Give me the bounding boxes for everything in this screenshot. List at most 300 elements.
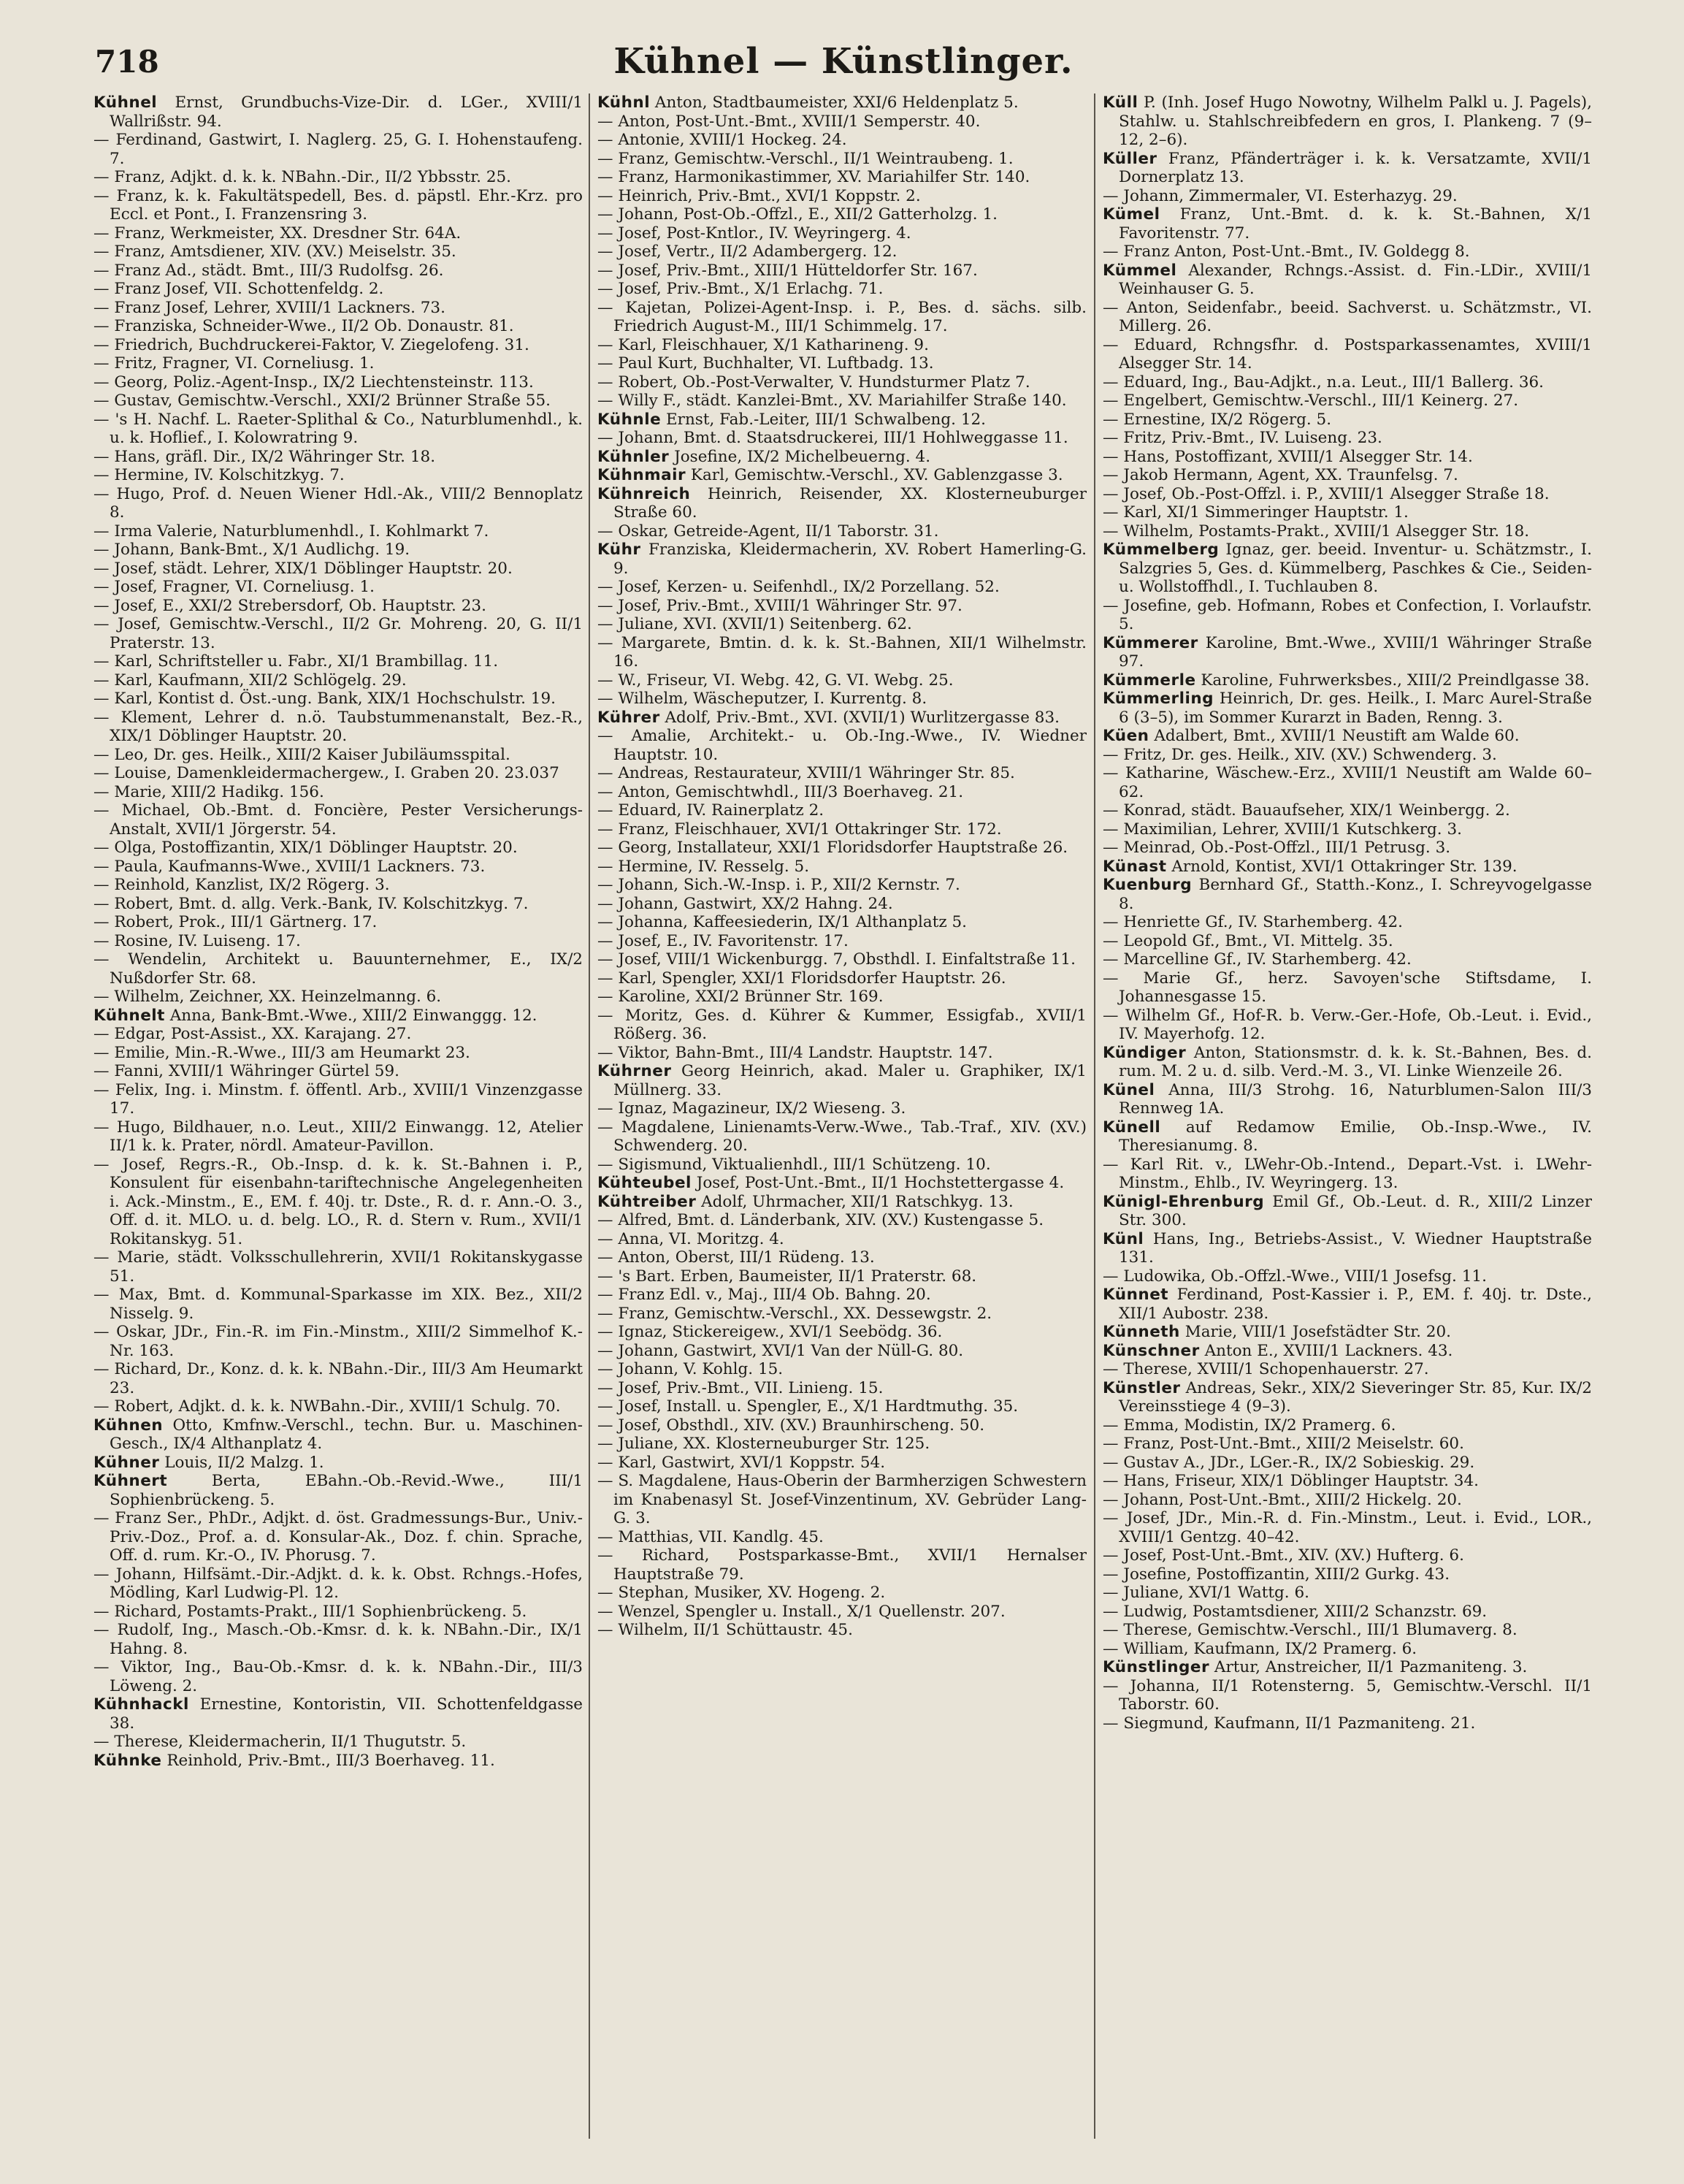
entry-details: auf Redamow Emilie, Ob.-Insp.-Wwe., IV. Theresianumg. 8. [1119,1118,1592,1155]
entry-details: — Olga, Postoffizantin, XIX/1 Döblinger Hauptstr. 20. [93,839,518,857]
entry-details: Anton, Stadtbaumeister, XXI/6 Heldenplatz 5. [650,93,1019,112]
entry-surname: Kührner [597,1062,672,1080]
entry-surname: Kühnke [93,1751,162,1770]
entry-details: — Josef, E., IV. Favoritenstr. 17. [597,931,849,950]
directory-entry [1103,261,1592,299]
directory-entry [93,541,583,560]
directory-entry [597,1603,1087,1622]
directory-entry [597,1230,1087,1249]
entry-details: Bernhard Gf., Statth.-Konz., I. Schreyvogelgasse 8. [1119,876,1592,913]
directory-entry [597,1062,1087,1099]
entry-details: — Franz, Adjkt. d. k. k. NBahn.-Dir., II/2 Ybbsstr. 25. [93,168,512,186]
entry-details: — Robert, Ob.-Post-Verwalter, V. Hundsturmer Platz 7. [597,373,1030,392]
entry-details: — Johann, V. Kohlg. 15. [597,1360,784,1378]
entry-surname: Kühnelt [93,1006,165,1025]
directory-entry [1103,1565,1592,1584]
directory-entry [93,317,583,336]
directory-entry [93,392,583,411]
entry-details: — Reinhold, Kanzlist, IX/2 Rögerg. 3. [93,876,390,894]
directory-entry [597,801,1087,820]
entry-details: — Johann, Bmt. d. Staatsdruckerei, III/1 Hohlweggasse 11. [597,429,1068,447]
directory-entry [597,205,1087,224]
entry-details: — Hans, Friseur, XIX/1 Döblinger Hauptstr. 34. [1103,1472,1479,1490]
entry-surname: Künell [1103,1118,1161,1137]
column-divider [1094,93,1095,2139]
directory-entry [93,1156,583,1249]
column-2 [597,93,1087,2146]
directory-entry [597,522,1087,541]
directory-entry [597,1342,1087,1361]
directory-entry [93,615,583,652]
directory-entry [597,820,1087,839]
entry-details: — Engelbert, Gemischtw.-Verschl., III/1 Keinerg. 27. [1103,392,1519,410]
entry-details: — Karl, Gastwirt, XVI/1 Koppstr. 54. [597,1453,886,1472]
directory-entry [93,876,583,895]
entry-details: — Karl Rit. v., LWehr-Ob.-Intend., Depart.-Vst. i. LWehr-Minstm., Ehlb., IV. Weyringerg. 13. [1103,1155,1592,1192]
entry-surname: Kühner [93,1453,160,1472]
directory-entry [1103,1323,1592,1342]
entry-details: Anna, III/3 Strohg. 16, Naturblumen-Salon III/3 Rennweg 1A. [1119,1080,1592,1118]
directory-entry [93,448,583,467]
entry-details: — Franz, Fleischhauer, XVI/1 Ottakringer Str. 172. [597,820,1002,839]
entry-details: — Wendelin, Architekt u. Bauunternehmer, E., IX/2 Nußdorfer Str. 68. [93,950,583,988]
entry-details: — Magdalene, Linienamts-Verw.-Wwe., Tab.-Traf., XIV. (XV.) Schwenderg. 20. [597,1118,1087,1155]
entry-details: — W., Friseur, VI. Webg. 42, G. VI. Webg. 25. [597,671,954,690]
entry-details: — Hans, Postoffizant, XVIII/1 Alsegger Str. 14. [1103,447,1473,466]
directory-entry [1103,876,1592,913]
entry-details: — Matthias, VII. Kandlg. 45. [597,1527,824,1546]
entry-details: — Leopold Gf., Bmt., VI. Mittelg. 35. [1103,931,1393,950]
entry-details: — Rosine, IV. Luiseng. 17. [93,931,301,950]
directory-entry [93,1658,583,1695]
directory-entry [1103,1640,1592,1659]
entry-details: Josef, Post-Unt.-Bmt., II/1 Hochstettergasse 4. [691,1174,1065,1192]
directory-entry [1103,1156,1592,1193]
entry-details: — Ignaz, Magazineur, IX/2 Wieseng. 3. [597,1099,906,1118]
directory-entry [1103,299,1592,336]
entry-details: — Josef, Post-Unt.-Bmt., XIV. (XV.) Hufterg. 6. [1103,1546,1464,1565]
entry-surname: Kühnler [597,447,670,466]
entry-details: — Fritz, Priv.-Bmt., IV. Luiseng. 23. [1103,429,1382,447]
entry-details: — Marie, städt. Volksschullehrerin, XVII/1 Rokitanskygasse 51. [93,1248,583,1286]
entry-details: — Johann, Zimmermaler, VI. Esterhazyg. 29. [1103,186,1458,205]
directory-entry [597,485,1087,522]
directory-entry [93,1081,583,1118]
entry-details: — Robert, Prok., III/1 Gärtnerg. 17. [93,913,378,931]
entry-details: — Franz Josef, Lehrer, XVIII/1 Lackners. 73. [93,298,445,317]
directory-entry [597,950,1087,969]
entry-details: P. (Inh. Josef Hugo Nowotny, Wilhelm Palkl u. J. Pagels), Stahlw. u. Stahlschreibfedern en gros, I. Plankeng. 7 (9–12, 2–6). [1119,93,1592,149]
entry-details: — Hugo, Bildhauer, n.o. Leut., XIII/2 Einwangg. 12, Atelier II/1 k. k. Prater, nördl. Amateur-Pavillon. [93,1118,583,1155]
entry-details: Berta, EBahn.-Ob.-Revid.-Wwe., III/1 Sophienbrückeng. 5. [110,1472,583,1509]
directory-entry [93,1621,583,1658]
directory-entry [1103,1230,1592,1267]
entry-details: Otto, Kmfnw.-Verschl., techn. Bur. u. Maschinen-Gesch., IX/4 Althanplatz 4. [110,1416,583,1453]
entry-details: — Josef, Priv.-Bmt., X/1 Erlachg. 71. [597,280,884,298]
entry-surname: Küll [1103,93,1138,112]
directory-entry [1103,950,1592,969]
entry-details: — Hermine, IV. Kolschitzkyg. 7. [93,466,345,484]
directory-entry [93,764,583,783]
entry-details: — Wilhelm, Zeichner, XX. Heinzelmanng. 6. [93,988,442,1006]
directory-entry [597,336,1087,355]
entry-surname: Kührer [597,708,660,727]
directory-entry [93,1025,583,1044]
directory-entry [93,131,583,168]
directory-entry [1103,764,1592,801]
entry-details: — Oskar, Getreide-Agent, II/1 Taborstr. 31. [597,522,939,541]
directory-entry [597,1379,1087,1398]
directory-entry [1103,839,1592,858]
directory-entry [597,373,1087,392]
directory-entry [1103,1342,1592,1361]
entry-details: Louis, II/2 Malzg. 1. [159,1453,324,1472]
directory-entry [93,93,583,131]
entry-details: — Viktor, Bahn-Bmt., III/4 Landstr. Hauptstr. 147. [597,1043,993,1062]
directory-entry [597,448,1087,467]
entry-details: — Ludwig, Postamtsdiener, XIII/2 Schanzstr. 69. [1103,1602,1488,1621]
directory-entry [93,578,583,597]
directory-entry [1103,671,1592,690]
directory-entry [597,1099,1087,1118]
entry-details: — Franz, Gemischtw.-Verschl., XX. Dessewgstr. 2. [597,1304,992,1323]
entry-details: — Louise, Damenkleidermachergew., I. Graben 20. 23.037 [93,764,559,782]
directory-entry [93,280,583,299]
directory-entry [93,522,583,541]
directory-entry [597,1546,1087,1584]
directory-entry [1103,746,1592,765]
entry-details: — Marcelline Gf., IV. Starhemberg. 42. [1103,950,1412,969]
entry-details: Andreas, Sekr., XIX/2 Sieveringer Str. 85, Kur. IX/2 Vereinsstiege 4 (9–3). [1119,1378,1592,1416]
entry-details: — Max, Bmt. d. Kommunal-Sparkasse im XIX. Bez., XII/2 Nisselg. 9. [93,1286,583,1323]
directory-entry [93,690,583,709]
directory-entry [1103,93,1592,150]
entry-details: — Wilhelm, II/1 Schüttaustr. 45. [597,1621,853,1639]
entry-details: — Josef, Priv.-Bmt., XVIII/1 Währinger Str. 97. [597,596,962,615]
entry-details: — Hermine, IV. Resselg. 5. [597,857,810,876]
entry-surname: Kuenburg [1103,876,1193,894]
entry-details: — Fritz, Dr. ges. Heilk., XIV. (XV.) Schwenderg. 3. [1103,745,1497,764]
directory-entry [597,1435,1087,1454]
entry-details: Alexander, Rchngs.-Assist. d. Fin.-LDir., XVIII/1 Weinhauser G. 5. [1119,261,1592,298]
entry-details: Adalbert, Bmt., XVIII/1 Neustift am Walde 60. [1149,727,1520,745]
entry-details: — Karl, Fleischhauer, X/1 Katharineng. 9. [597,335,929,354]
directory-entry [1103,150,1592,187]
entry-details: Ferdinand, Post-Kassier i. P., EM. f. 40j. tr. Dste., XII/1 Aubostr. 238. [1119,1286,1592,1323]
entry-details: — Franziska, Schneider-Wwe., II/2 Ob. Donaustr. 81. [93,317,514,335]
entry-details: Anton E., XVIII/1 Lackners. 43. [1199,1341,1453,1360]
directory-entry [1103,1416,1592,1435]
entry-surname: Kühtreiber [597,1192,697,1211]
directory-entry [1103,485,1592,504]
entry-details: Karoline, Bmt.-Wwe., XVIII/1 Währinger Straße 97. [1119,633,1592,671]
entry-details: — Anna, VI. Moritzg. 4. [597,1229,784,1248]
entry-details: — Moritz, Ges. d. Kührer & Kummer, Essigfab., XVII/1 Rößerg. 36. [597,1006,1087,1043]
directory-entry [597,1416,1087,1435]
directory-entry [1103,597,1592,634]
directory-entry [93,746,583,765]
entry-details: — Kajetan, Polizei-Agent-Insp. i. P., Bes. d. sächs. silb. Friedrich August-M., III/1 Schimmelg. 17. [597,298,1087,335]
entry-details: Georg Heinrich, akad. Maler u. Graphiker, IX/1 Müllnerg. 33. [613,1062,1087,1099]
directory-entry [1103,1677,1592,1714]
directory-entry [1103,1714,1592,1733]
directory-entry [597,615,1087,634]
directory-entry [597,932,1087,951]
directory-entry [597,354,1087,373]
entry-details: — Karl, XI/1 Simmeringer Hauptstr. 1. [1103,503,1409,522]
entry-details: — Hans, gräfl. Dir., IX/2 Währinger Str. 18. [93,447,436,466]
entry-details: — Josef, Priv.-Bmt., VII. Linieng. 15. [597,1378,884,1397]
entry-details: — Franz Edl. v., Maj., III/4 Ob. Bahng. 20. [597,1286,931,1304]
entry-details: — Georg, Installateur, XXI/1 Floridsdorfer Hauptstraße 26. [597,839,1068,857]
entry-surname: Künstler [1103,1378,1181,1397]
directory-entry [1103,1472,1592,1491]
entry-details: Arnold, Kontist, XVI/1 Ottakringer Str. 139. [1166,857,1517,876]
entry-details: — Heinrich, Priv.-Bmt., XVI/1 Koppstr. 2. [597,186,921,205]
entry-details: — Johann, Bank-Bmt., X/1 Audlichg. 19. [93,541,410,559]
entry-details: — Johann, Gastwirt, XX/2 Hahng. 24. [597,894,893,913]
directory-entry [597,466,1087,485]
directory-entry [1103,205,1592,243]
entry-details: — Richard, Postamts-Prakt., III/1 Sophienbrückeng. 5. [93,1602,527,1621]
directory-entry [597,168,1087,187]
directory-entry [93,1416,583,1454]
directory-entry [1103,727,1592,746]
entry-details: — Marie Gf., herz. Savoyen'sche Stiftsdame, I. Johannesgasse 15. [1103,969,1592,1006]
entry-details: — Emma, Modistin, IX/2 Pramerg. 6. [1103,1416,1396,1435]
directory-entry [1103,1044,1592,1081]
directory-entry [597,1323,1087,1342]
directory-entry [93,839,583,858]
entry-details: — Josefine, geb. Hofmann, Robes et Confection, I. Vorlaufstr. 5. [1103,596,1592,633]
directory-entry [93,373,583,392]
directory-entry [93,1454,583,1473]
directory-entry [93,336,583,355]
entry-details: — Georg, Poliz.-Agent-Insp., IX/2 Liechtensteinstr. 113. [93,373,534,392]
entry-details: Marie, VIII/1 Josefstädter Str. 20. [1179,1323,1452,1341]
entry-details: — Franz Ad., städt. Bmt., III/3 Rudolfsg. 26. [93,261,444,280]
entry-details: — Josef, städt. Lehrer, XIX/1 Döblinger Hauptstr. 20. [93,559,513,578]
entry-details: — Stephan, Musiker, XV. Hogeng. 2. [597,1584,886,1602]
directory-entry [1103,503,1592,522]
directory-entry [1103,1491,1592,1510]
entry-details: — Juliane, XX. Klosterneuburger Str. 125. [597,1435,930,1453]
entry-details: Ernst, Grundbuchs-Vize-Dir. d. LGer., XVIII/1 Wallrißstr. 94. [110,93,583,131]
directory-entry [93,1565,583,1603]
entry-details: — Eduard, IV. Rainerplatz 2. [597,801,824,820]
entry-details: — Robert, Bmt. d. allg. Verk.-Bank, IV. Kolschitzkyg. 7. [93,894,529,913]
directory-entry [93,1360,583,1397]
entry-details: Adolf, Uhrmacher, XII/1 Ratschkyg. 13. [696,1192,1014,1211]
entry-details: — Amalie, Architekt.- u. Ob.-Ing.-Wwe., IV. Wiedner Hauptstr. 10. [597,727,1087,764]
entry-details: — Franz, Harmonikastimmer, XV. Mariahilfer Str. 140. [597,168,1030,186]
directory-entry [93,354,583,373]
entry-surname: Künl [1103,1229,1144,1248]
entry-details: — Josef, Fragner, VI. Corneliusg. 1. [93,578,375,596]
directory-entry [597,1305,1087,1324]
directory-entry [93,560,583,579]
directory-entry [93,1248,583,1286]
directory-entry [597,988,1087,1007]
directory-entry [597,112,1087,131]
entry-details: — Wenzel, Spengler u. Install., X/1 Quellenstr. 207. [597,1602,1006,1621]
entry-surname: Kühteubel [597,1174,692,1192]
directory-entry [597,1454,1087,1473]
directory-entry [597,131,1087,150]
directory-entry [597,93,1087,112]
directory-entry [597,876,1087,895]
entry-surname: Kühnel [93,93,158,112]
entry-surname: Kühnreich [597,484,691,503]
directory-entry [597,150,1087,169]
column-3 [1103,93,1592,2146]
entry-details: — Ludowika, Ob.-Offzl.-Wwe., VIII/1 Josefsg. 11. [1103,1267,1487,1286]
entry-details: — Klement, Lehrer d. n.ö. Taubstummenanstalt, Bez.-R., XIX/1 Döblinger Hauptstr. 20. [93,708,583,745]
entry-details: — Josef, Regrs.-R., Ob.-Insp. d. k. k. St.-Bahnen i. P., Konsulent für eisenbahn-tariftechnische Angelegenheiten i. Ack.-Minstm., E., EM. f. 40j. tr. Dste., R. d. r. Ann.-O. 3., Off. d. it. MLO. u. d. belg. LO., R. d. Stern v. Rum., XVII/1 Rokitanskyg. 51. [93,1155,583,1248]
directory-entry [93,932,583,951]
entry-details: — Maximilian, Lehrer, XVIII/1 Kutschkerg. 3. [1103,820,1462,839]
directory-entry [93,1733,583,1752]
directory-entry [93,411,583,448]
entry-details: — Gustav A., JDr., LGer.-R., IX/2 Sobieskig. 29. [1103,1453,1475,1472]
entry-surname: Kühnmair [597,466,686,484]
directory-entry [597,280,1087,299]
directory-entry [93,1062,583,1081]
entry-details: — Richard, Dr., Konz. d. k. k. NBahn.-Dir., III/3 Am Heumarkt 23. [93,1360,583,1397]
directory-entry [597,261,1087,280]
entry-details: — Anton, Seidenfabr., beeid. Sachverst. u. Schätzmstr., VI. Millerg. 26. [1103,298,1592,335]
entry-surname: Kühr [597,541,641,559]
entry-surname: Kümmerle [1103,671,1196,690]
entry-details: — Oskar, JDr., Fin.-R. im Fin.-Minstm., XIII/2 Simmelhof K.-Nr. 163. [93,1323,583,1360]
entry-details: — Therese, Kleidermacherin, II/1 Thugutstr. 5. [93,1733,467,1751]
directory-entry [597,1156,1087,1175]
directory-entry [1103,969,1592,1007]
directory-entry [597,1621,1087,1640]
directory-entry [1103,187,1592,206]
directory-entry [597,913,1087,932]
entry-surname: Kühnhackl [93,1695,189,1714]
directory-entry [93,801,583,839]
entry-surname: Kümel [1103,205,1160,224]
directory-entry [93,485,583,522]
entry-details: Josefine, IX/2 Michelbeuerng. 4. [669,447,931,466]
entry-surname: Kühnen [93,1416,164,1435]
entry-details: — Rudolf, Ing., Masch.-Ob.-Kmsr. d. k. k. NBahn.-Dir., IX/1 Hahng. 8. [93,1621,583,1658]
directory-entry [597,709,1087,728]
entry-details: — Wilhelm Gf., Hof-R. b. Verw.-Ger.-Hofe, Ob.-Leut. i. Evid., IV. Mayerhofg. 12. [1103,1006,1592,1043]
column-1 [93,93,583,2146]
directory-entry [1103,373,1592,392]
directory-entry [597,1248,1087,1267]
entry-details: — Juliane, XVI/1 Wattg. 6. [1103,1584,1309,1602]
entry-details: — Felix, Ing. i. Minstm. f. öffentl. Arb., XVIII/1 Vinzenzgasse 17. [93,1080,583,1118]
directory-entry [597,727,1087,764]
entry-details: — Margarete, Bmtin. d. k. k. St.-Bahnen, XII/1 Wilhelmstr. 16. [597,633,1087,671]
entry-details: — Johann, Sich.-W.-Insp. i. P., XII/2 Kernstr. 7. [597,876,960,894]
directory-entry [93,1695,583,1733]
entry-details: Ernestine, Kontoristin, VII. Schottenfeldgasse 38. [110,1695,583,1733]
directory-entry [597,969,1087,988]
directory-entry [1103,392,1592,411]
entry-details: — Josef, Priv.-Bmt., XIII/1 Hütteldorfer Str. 167. [597,261,978,280]
directory-entry [1103,913,1592,932]
entry-details: — Josef, JDr., Min.-R. d. Fin.-Minstm., Leut. i. Evid., LOR., XVIII/1 Gentzg. 40–42. [1103,1509,1592,1546]
directory-entry [93,913,583,932]
directory-entry [597,839,1087,858]
directory-entry [93,243,583,261]
entry-details: — Johann, Post-Unt.-Bmt., XIII/2 Hickelg. 20. [1103,1490,1462,1509]
entry-details: Ignaz, ger. beeid. Inventur- u. Schätzmstr., I. Salzgries 5, Ges. d. Kümmelberg, Paschkes & Cie., Seiden- u. Wollstoffhdl., I. Tuchlauben 8. [1119,541,1592,596]
entry-details: — Franz, Werkmeister, XX. Dresdner Str. 64A. [93,224,462,243]
directory-entry [597,224,1087,243]
directory-entry [1103,1286,1592,1323]
column-divider [589,93,590,2139]
directory-entry [1103,858,1592,877]
entry-details: — Robert, Adjkt. d. k. k. NWBahn.-Dir., XVIII/1 Schulg. 70. [93,1397,561,1416]
entry-details: — Viktor, Ing., Bau-Ob.-Kmsr. d. k. k. NBahn.-Dir., III/3 Löweng. 2. [93,1658,583,1695]
directory-entry [597,1044,1087,1063]
entry-details: — Johanna, Kaffeesiederin, IX/1 Althanplatz 5. [597,913,968,931]
entry-surname: Küller [1103,149,1157,168]
entry-details: — Eduard, Rchngsfhr. d. Postsparkassenamtes, XVIII/1 Alsegger Str. 14. [1103,335,1592,373]
directory-entry [1103,1584,1592,1603]
entry-details: — Josef, Vertr., II/2 Adambergerg. 12. [597,243,898,261]
entry-surname: Künneth [1103,1323,1180,1341]
directory-entry [1103,336,1592,373]
directory-entry [597,541,1087,578]
entry-details: — Konrad, städt. Bauaufseher, XIX/1 Weinbergg. 2. [1103,801,1510,820]
directory-entry [1103,1007,1592,1044]
entry-details: Heinrich, Reisender, XX. Klosterneuburger Straße 60. [613,484,1087,522]
directory-entry [93,858,583,877]
directory-entry [1103,522,1592,541]
directory-entry [1103,1081,1592,1118]
entry-details: Hans, Ing., Betriebs-Assist., V. Wiedner Hauptstraße 131. [1119,1229,1592,1267]
entry-details: — Josefine, Postoffizantin, XIII/2 Gurkg. 43. [1103,1565,1450,1584]
entry-details: — Wilhelm, Postamts-Prakt., XVIII/1 Alsegger Str. 18. [1103,522,1530,541]
directory-entry [597,597,1087,616]
entry-details: — Josef, Install. u. Spengler, E., X/1 Hardtmuthg. 35. [597,1397,1019,1416]
directory-entry [93,187,583,224]
entry-details: — Ernestine, IX/2 Rögerg. 5. [1103,410,1332,429]
entry-details: — Josef, Kerzen- u. Seifenhdl., IX/2 Porzellang. 52. [597,578,1000,596]
directory-entry [597,187,1087,206]
directory-entry [597,671,1087,690]
entry-details: — Franz, Post-Unt.-Bmt., XIII/2 Meiselstr. 60. [1103,1435,1464,1453]
directory-entry [1103,411,1592,429]
entry-details: — 's H. Nachf. L. Raeter-Splithal & Co., Naturblumenhdl., k. u. k. Hoflief., I. Kolowratring 9. [93,410,583,447]
entry-surname: Künast [1103,857,1167,876]
directory-entry [597,1397,1087,1416]
directory-entry [597,392,1087,411]
entry-details: — Ferdinand, Gastwirt, I. Naglerg. 25, G. I. Hohenstaufeng. 7. [93,131,583,168]
entry-details: — Meinrad, Ob.-Post-Offzl., III/1 Petrusg. 3. [1103,839,1451,857]
directory-entry [597,858,1087,877]
directory-entry [93,1509,583,1565]
entry-details: Franziska, Kleidermacherin, XV. Robert Hamerling-G. 9. [613,541,1087,578]
directory-entry [597,1118,1087,1156]
entry-details: — Anton, Post-Unt.-Bmt., XVIII/1 Semperstr. 40. [597,112,981,131]
directory-entry [93,1752,583,1771]
entry-details: — Leo, Dr. ges. Heilk., XIII/2 Kaiser Jubiläumsspital. [93,745,510,764]
entry-details: Anton, Stationsmstr. d. k. k. St.-Bahnen, Bes. d. rum. M. 2 u. d. silb. Verd.-M. 3., VI. Linke Wienzeile 26. [1119,1043,1592,1080]
directory-entry [597,1360,1087,1379]
directory-entry [597,411,1087,429]
directory-entry [1103,243,1592,261]
entry-details: Reinhold, Priv.-Bmt., III/3 Boerhaveg. 11. [161,1751,495,1770]
directory-entry [93,988,583,1007]
